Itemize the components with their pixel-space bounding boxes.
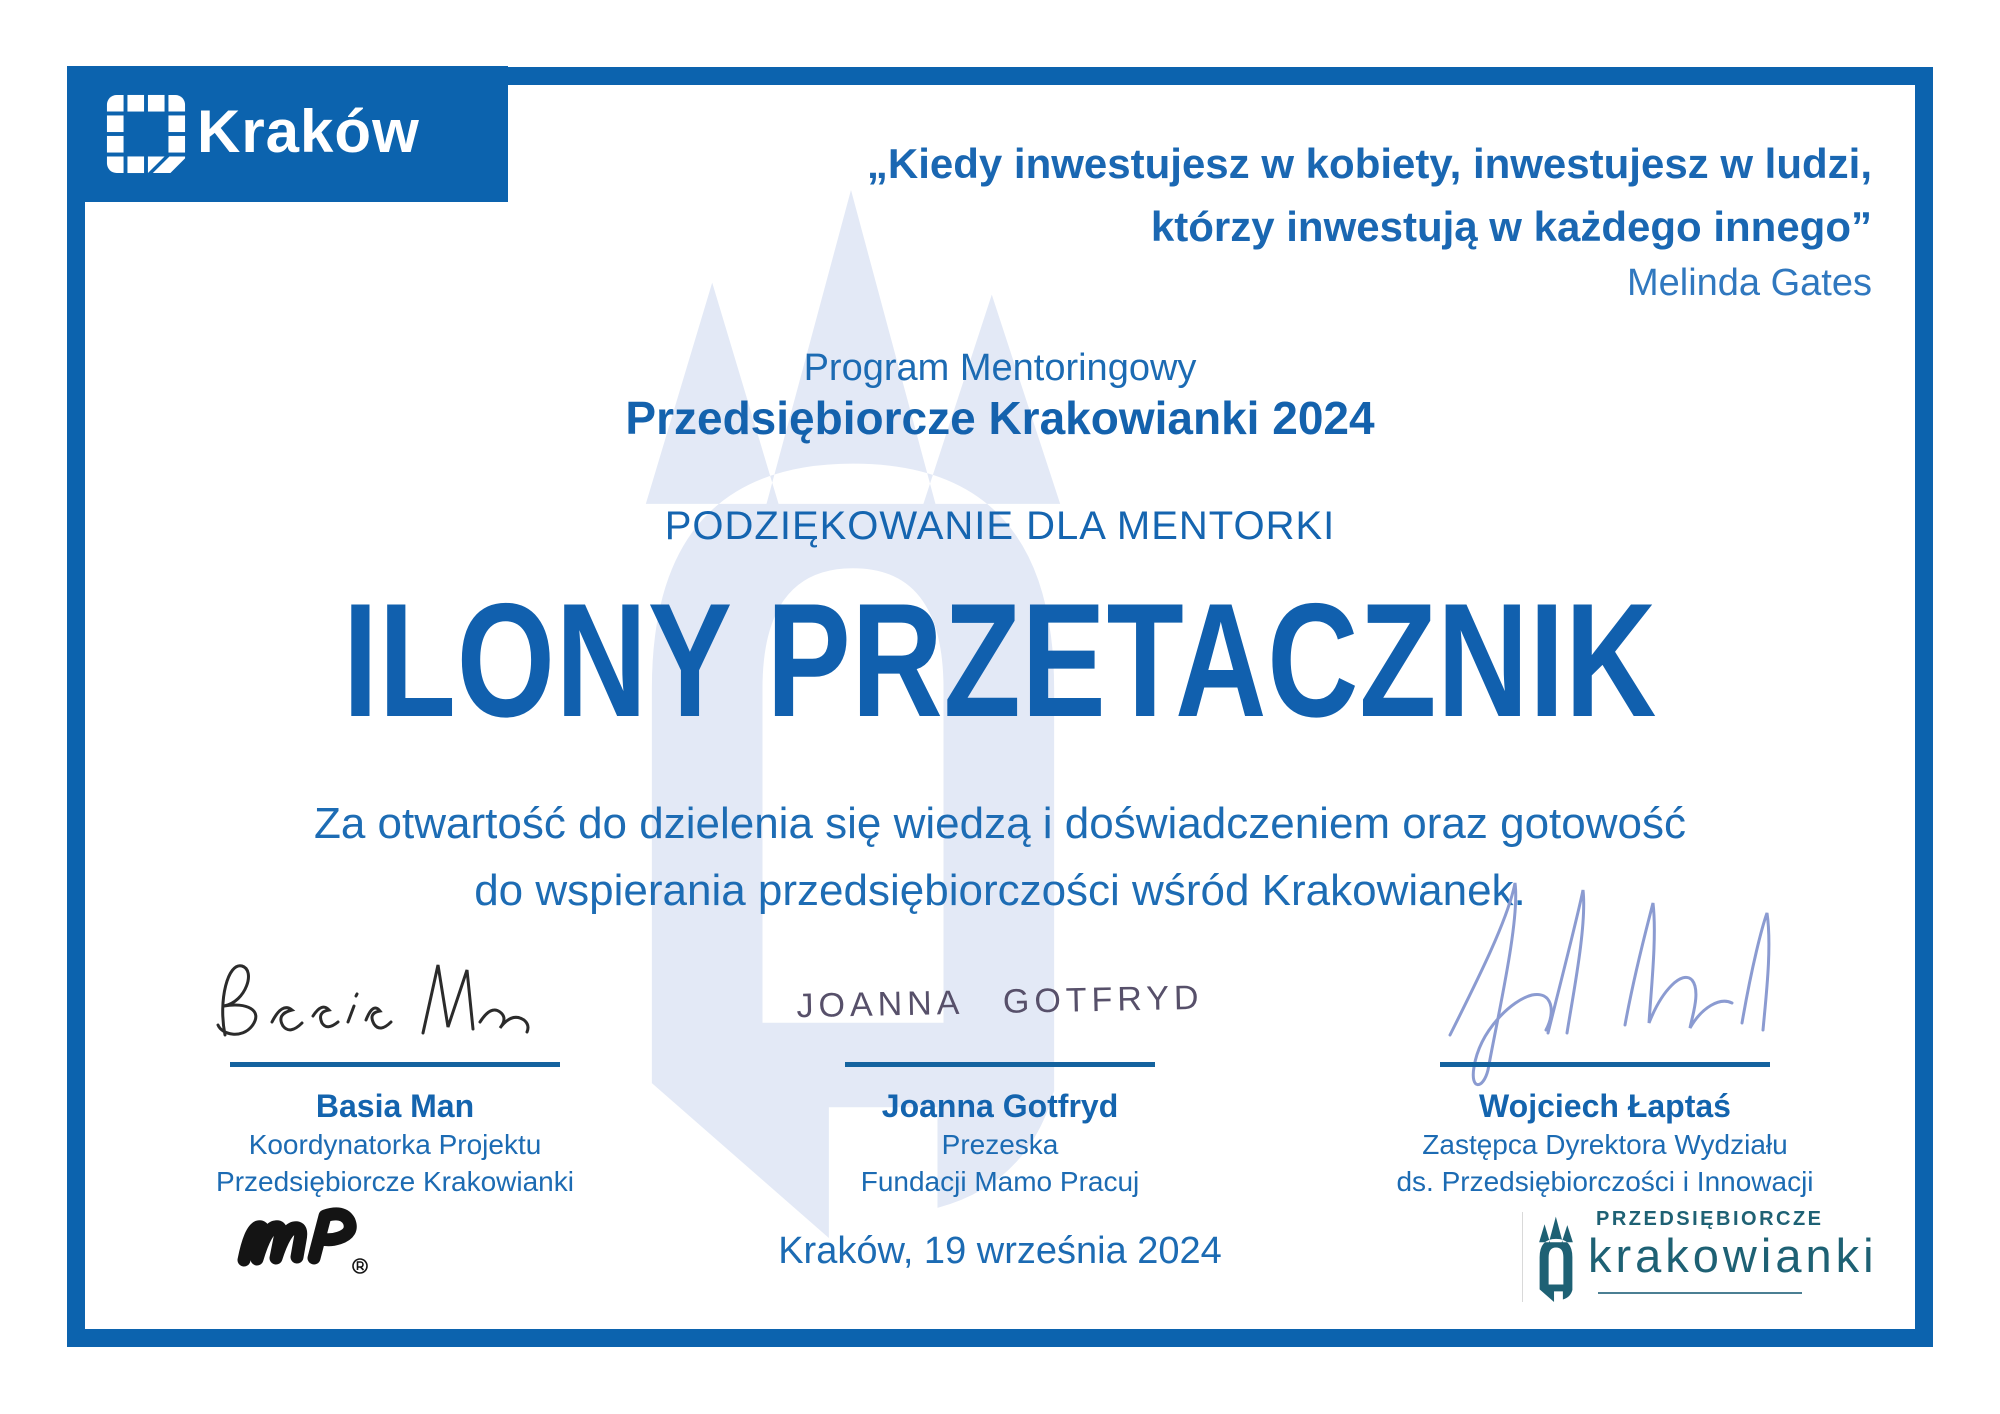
quote-text bbox=[867, 132, 1872, 258]
place-and-date: Kraków, 19 września 2024 bbox=[778, 1230, 1222, 1272]
logo-divider-line bbox=[1522, 1212, 1523, 1302]
program-subtitle: Program Mentoringowy bbox=[803, 347, 1197, 389]
signatory-block-middle bbox=[770, 1086, 1230, 1200]
signatory-name: Basia Man bbox=[315, 1088, 475, 1124]
signatory-name: Wojciech Łaptaś bbox=[1479, 1088, 1731, 1124]
signatory-name: Joanna Gotfryd bbox=[881, 1088, 1119, 1124]
przedsiebiorcze-krakowianki-logo bbox=[1518, 1200, 1878, 1310]
signature-line-right bbox=[1440, 1062, 1770, 1067]
dedication-heading: PODZIĘKOWANIE DLA MENTORKI bbox=[664, 504, 1336, 548]
signatory-role-1: Koordynatorka Projektu bbox=[248, 1129, 542, 1160]
tiled-square-icon bbox=[105, 93, 187, 175]
signatory-block-left bbox=[165, 1086, 625, 1200]
signatory-role-1: Prezeska bbox=[941, 1129, 1059, 1160]
appreciation-line-1: Za otwartość do dzielenia się wiedzą i doświadczeniem oraz gotowość bbox=[313, 799, 1686, 848]
signatory-role-2: Fundacji Mamo Pracuj bbox=[860, 1166, 1140, 1197]
partner-logo-top-text: PRZEDSIĘBIORCZE bbox=[1596, 1208, 1824, 1230]
signatory-block-right bbox=[1375, 1086, 1835, 1200]
crown-gate-icon bbox=[1528, 1216, 1584, 1302]
signature-joanna-gotfryd: JOANNA GOTFRYD bbox=[796, 978, 1204, 1026]
program-title: Przedsiębiorcze Krakowianki 2024 bbox=[625, 392, 1375, 444]
signatory-role-1: Zastępca Dyrektora Wydziału bbox=[1422, 1129, 1788, 1160]
quote-line-2: którzy inwestują w każdego innego” bbox=[1150, 203, 1872, 250]
appreciation-line-2: do wspierania przedsiębiorczości wśród Krakowianek. bbox=[474, 866, 1526, 915]
signature-line-middle bbox=[845, 1062, 1155, 1067]
quote-line-1: „Kiedy inwestujesz w kobiety, inwestujesz w ludzi, bbox=[866, 140, 1872, 187]
krakow-logo-text: Kraków bbox=[197, 98, 420, 165]
recipient-name: ILONY PRZETACZNIK bbox=[342, 570, 1658, 751]
partner-logo-bottom-text: krakowianki bbox=[1588, 1229, 1878, 1282]
quote-author: Melinda Gates bbox=[1626, 262, 1872, 304]
krakow-city-logo bbox=[67, 66, 508, 202]
signature-basia-man bbox=[180, 930, 560, 1065]
partner-logo-underline bbox=[1598, 1292, 1802, 1294]
signature-line-left bbox=[230, 1062, 560, 1067]
signatory-role-2: Przedsiębiorcze Krakowianki bbox=[216, 1166, 574, 1197]
signatory-role-2: ds. Przedsiębiorczości i Innowacji bbox=[1396, 1166, 1814, 1197]
